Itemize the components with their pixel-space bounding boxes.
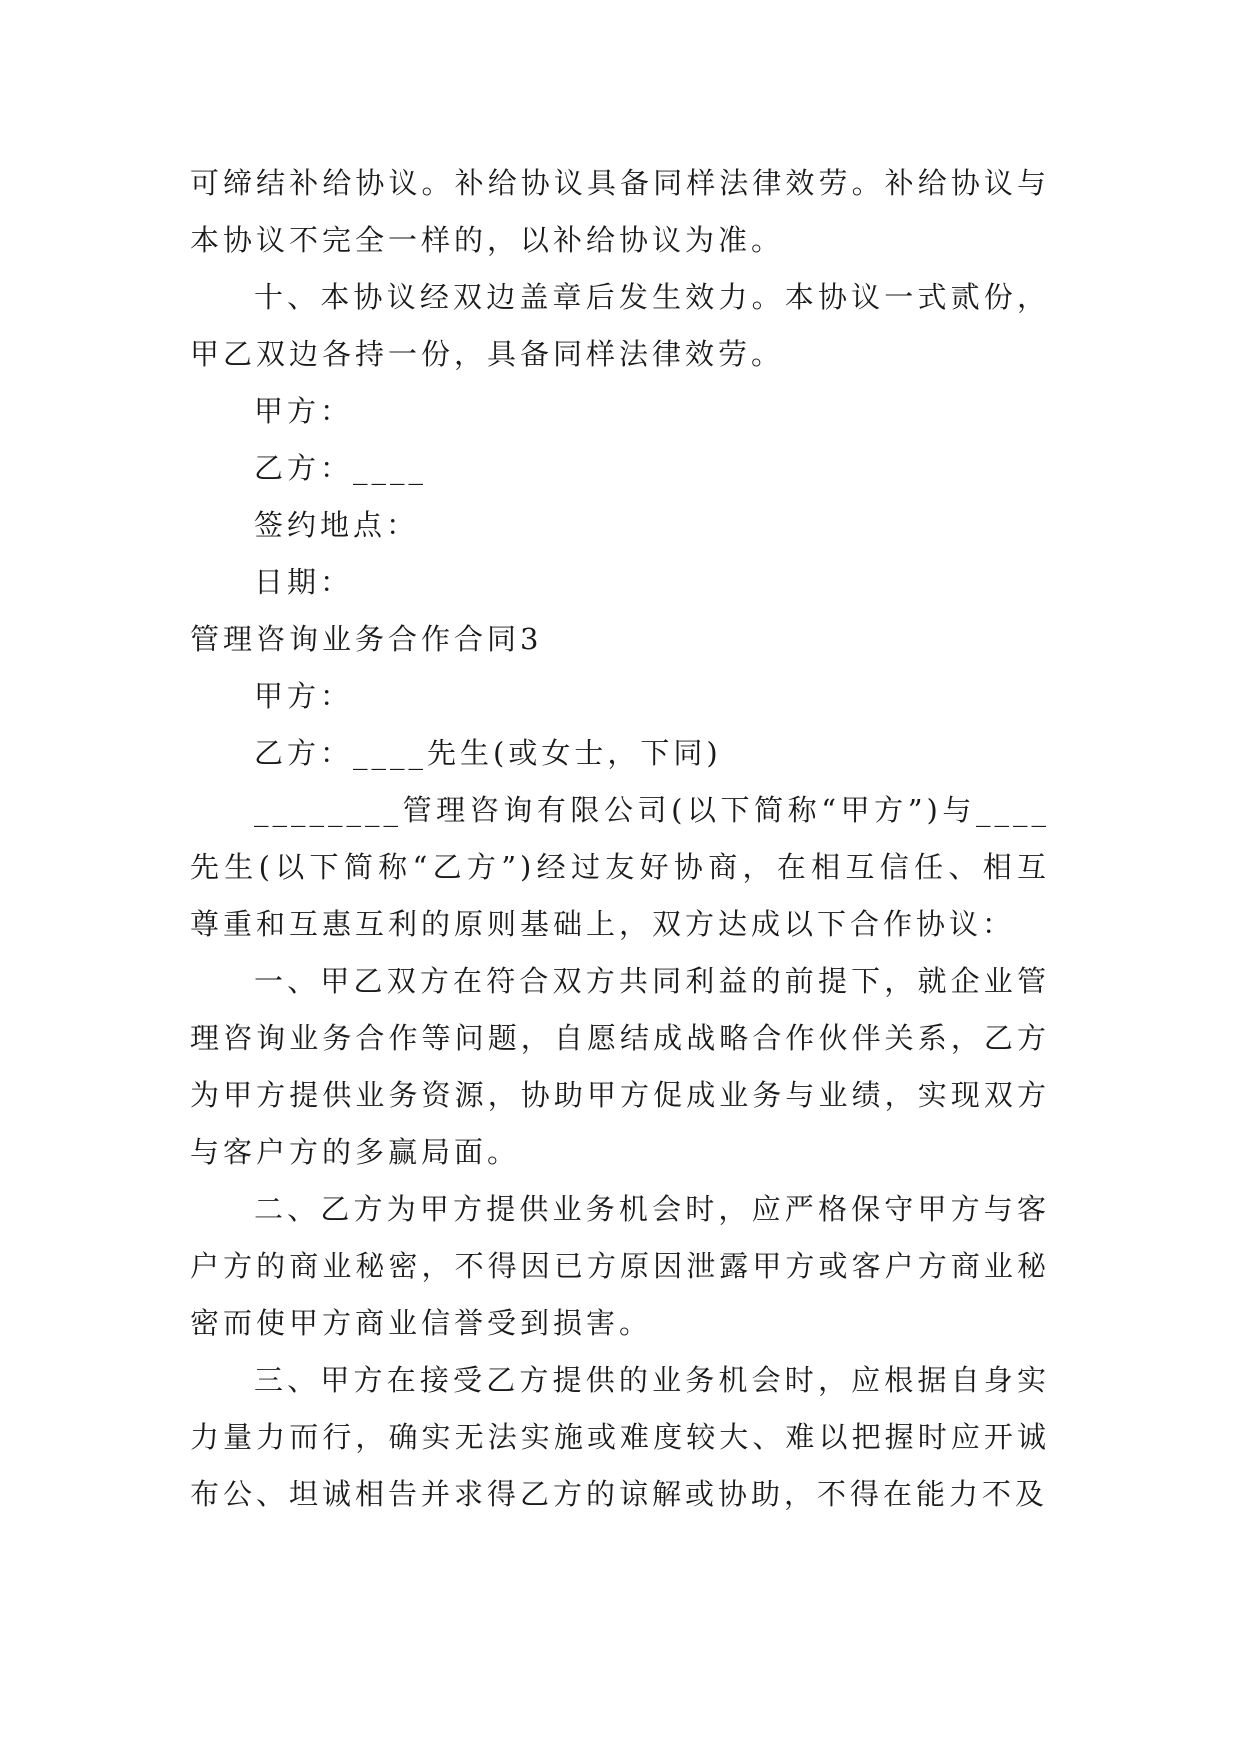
contract-title: 管理咨询业务合作合同3 (190, 622, 543, 656)
paragraph-clause-ten: 十、本协议经双边盖章后发生效力。本协议一式贰份，甲乙双边各持一份，具备同样法律效劳。 (190, 280, 1050, 371)
paragraph-clause-one: 一、甲乙双方在符合双方共同利益的前提下，就企业管理咨询业务合作等问题，自愿结成战略合作伙伴关系，乙方为甲方提供业务资源，协助甲方促成业务与业绩，实现双方与客户方的多赢局面。 (190, 964, 1050, 1169)
contract-party-b: 乙方：____先生(或女士，下同) (254, 736, 722, 770)
paragraph-supplement-clause: 可缔结补给协议。补给协议具备同样法律效劳。补给协议与本协议不完全一样的，以补给协议为准。 (190, 166, 1050, 257)
document-body (190, 155, 1050, 1523)
contract-party-a: 甲方： (254, 679, 354, 713)
paragraph-preamble: ________管理咨询有限公司(以下简称“甲方”)与____先生(以下简称“乙方”)经过友好协商，在相互信任、相互尊重和互惠互利的原则基础上，双方达成以下合作协议： (190, 793, 1050, 941)
signature-party-a: 甲方： (254, 394, 354, 428)
paragraph-clause-two: 二、乙方为甲方提供业务机会时，应严格保守甲方与客户方的商业秘密，不得因已方原因泄露甲方或客户方商业秘密而使甲方商业信誉受到损害。 (190, 1192, 1050, 1340)
paragraph-clause-three: 三、甲方在接受乙方提供的业务机会时，应根据自身实力量力而行，确实无法实施或难度较大、难以把握时应开诚布公、坦诚相告并求得乙方的谅解或协助，不得在能力不及 (190, 1363, 1050, 1511)
signature-date: 日期： (254, 565, 354, 599)
signature-location: 签约地点： (254, 508, 420, 542)
signature-party-b: 乙方：____ (254, 451, 428, 485)
